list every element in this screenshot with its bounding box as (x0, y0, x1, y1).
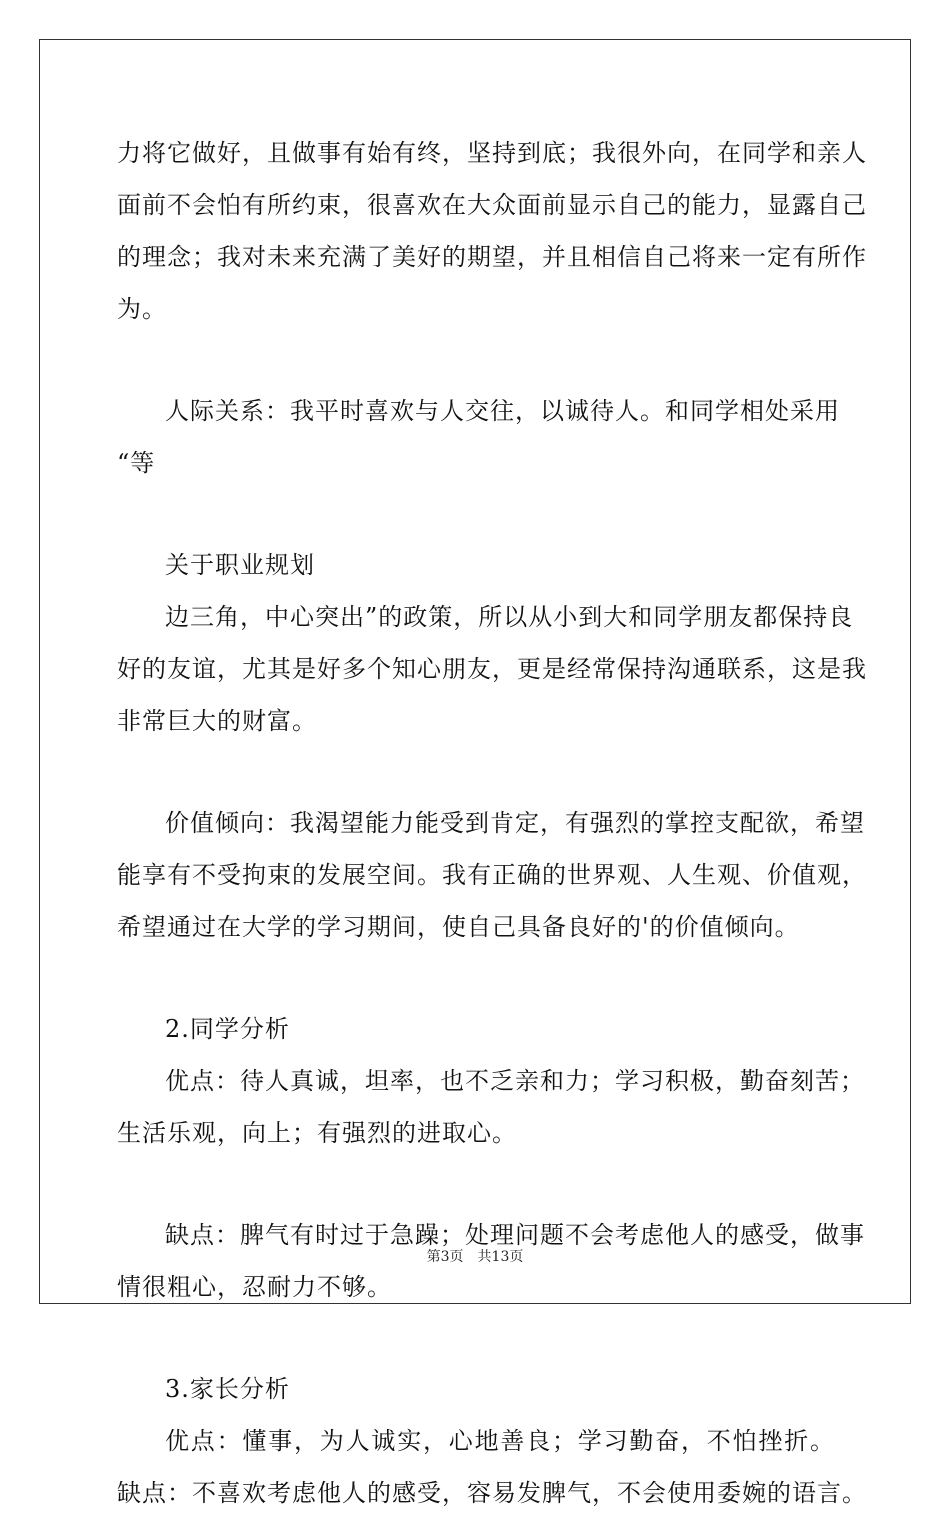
paragraph-line: 情很粗心，忍耐力不够。 (117, 1273, 392, 1301)
paragraph-line: 人际关系：我平时喜欢与人交往，以诚待人。和同学相处采用 (165, 397, 840, 425)
paragraph-line: 生活乐观，向上；有强烈的进取心。 (117, 1119, 517, 1147)
paragraph-line: 面前不会怕有所约束，很喜欢在大众面前显示自己的能力，显露自己 (117, 191, 867, 219)
paragraph-line: 边三角，中心突出”的政策，所以从小到大和同学朋友都保持良 (165, 603, 854, 631)
paragraph-line: 非常巨大的财富。 (117, 707, 317, 735)
section-heading: 3.家长分析 (165, 1375, 290, 1403)
paragraph-line: 优点：待人真诚，坦率，也不乏亲和力；学习积极，勤奋刻苦； (165, 1067, 865, 1095)
document-body (117, 127, 867, 1519)
paragraph-line: 好的友谊，尤其是好多个知心朋友，更是经常保持沟通联系，这是我 (117, 655, 867, 683)
paragraph-line: 力将它做好，且做事有始有终，坚持到底；我很外向，在同学和亲人 (117, 139, 867, 167)
paragraph-line: 希望通过在大学的学习期间，使自己具备良好的'的价值倾向。 (117, 913, 800, 941)
page-total: 共13页 (477, 1249, 524, 1265)
paragraph-line: 价值倾向：我渴望能力能受到肯定，有强烈的掌控支配欲，希望 (165, 809, 865, 837)
paragraph-line: 为。 (117, 295, 167, 323)
page-number: 第3页 (426, 1249, 464, 1265)
section-heading: 关于职业规划 (165, 551, 315, 579)
paragraph-line: 能享有不受拘束的发展空间。我有正确的世界观、人生观、价值观， (117, 861, 867, 889)
paragraph-line: 缺点：不喜欢考虑他人的感受，容易发脾气，不会使用委婉的语言。 (117, 1479, 867, 1507)
paragraph-line: “等 (117, 449, 156, 477)
page-footer (0, 1246, 950, 1266)
paragraph-line: 优点：懂事，为人诚实，心地善良；学习勤奋，不怕挫折。 (165, 1427, 835, 1455)
paragraph-line: 的理念；我对未来充满了美好的期望，并且相信自己将来一定有所作 (117, 243, 867, 271)
section-heading: 2.同学分析 (165, 1015, 290, 1043)
paragraph-line: 缺点：脾气有时过于急躁；处理问题不会考虑他人的感受，做事 (165, 1221, 865, 1249)
